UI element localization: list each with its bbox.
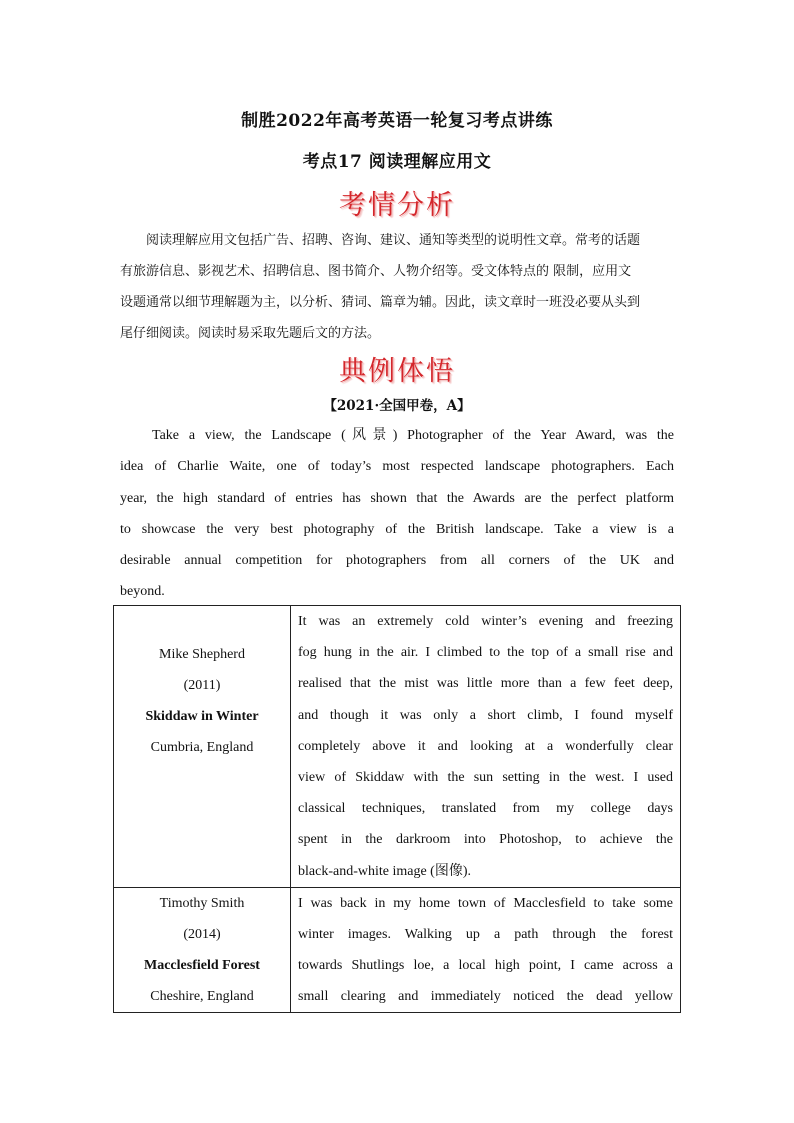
photographer-name: Mike Shepherd — [159, 647, 245, 662]
passage-line: Take a view, the Landscape (风景) Photographer of the Year Award, was the — [152, 428, 674, 443]
entry-info-cell — [114, 887, 291, 1013]
section-heading-analysis: 考情分析 — [339, 190, 455, 221]
passage-line: year, the high standard of entries has shown that the Awards are the perfect platform — [120, 490, 674, 506]
passage-intro — [120, 420, 674, 608]
analysis-line: 设题通常以细节理解题为主，以分析、猜词、篇章为辅。因此，读文章时一班没必要从头到 — [120, 295, 641, 310]
description-line: classical techniques, translated from my college days — [298, 801, 673, 817]
entry-location: Cumbria, England — [150, 740, 254, 755]
description-line: small clearing and immediately noticed the dead yellow — [298, 989, 673, 1005]
photographer-name: Timothy Smith — [159, 895, 245, 911]
passage-line: to showcase the very best photography of the British landscape. Take a view is a — [120, 521, 674, 537]
table-row — [114, 887, 681, 1013]
description-line: fog hung in the air. I climbed to the top of a small rise and — [298, 645, 673, 661]
analysis-paragraph — [120, 225, 674, 349]
entry-year: (2014) — [183, 926, 221, 942]
entry-location: Cheshire, England — [150, 988, 254, 1004]
analysis-line: 尾仔细阅读。阅读时易采取先题后文的方法。 — [120, 326, 381, 341]
photo-entries-table — [113, 605, 681, 1013]
document-title: 制胜2022年高考英语一轮复习考点讲练 — [241, 111, 553, 131]
analysis-line: 阅读理解应用文包括广告、招聘、咨询、建议、通知等类型的说明性文章。常考的话题 — [146, 233, 641, 248]
table-row — [114, 606, 681, 888]
work-title: Skiddaw in Winter — [145, 709, 259, 724]
description-line: towards Shutlings loe, a local high point, I came across a — [298, 958, 673, 974]
description-line: and though it was only a short climb, I found myself — [298, 707, 673, 723]
passage-line: desirable annual competition for photographers from all corners of the UK and — [120, 553, 674, 569]
description-line: It was an extremely cold winter’s evening and freezing — [298, 614, 673, 629]
document-subtitle: 考点17 阅读理解应用文 — [302, 152, 492, 172]
description-line: view of Skiddaw with the sun setting in the west. I used — [298, 769, 673, 785]
entry-info-cell — [114, 606, 291, 888]
entry-description-cell — [291, 606, 681, 888]
passage-line: beyond. — [120, 584, 165, 600]
exam-source-label: 【2021·全国甲卷，A】 — [323, 398, 471, 414]
section-heading-examples: 典例体悟 — [339, 356, 455, 387]
work-title: Macclesfield Forest — [144, 957, 260, 973]
description-line: realised that the mist was little more than a few feet deep, — [298, 676, 673, 692]
description-line: I was back in my home town of Macclesfield to take some — [298, 895, 673, 911]
entry-year: (2011) — [183, 678, 221, 693]
analysis-line: 有旅游信息、影视艺术、招聘信息、图书简介、人物介绍等。受文体特点的 限制，应用文 — [120, 264, 632, 279]
passage-line: idea of Charlie Waite, one of today’s most respected landscape photographers. Each — [120, 459, 674, 475]
description-line: spent in the darkroom into Photoshop, to achieve the — [298, 832, 673, 848]
description-line: black-and-white image (图像). — [298, 863, 471, 879]
description-line: completely above it and looking at a wonderfully clear — [298, 738, 673, 754]
entry-description-cell — [291, 887, 681, 1013]
description-line: winter images. Walking up a path through the forest — [298, 926, 673, 942]
